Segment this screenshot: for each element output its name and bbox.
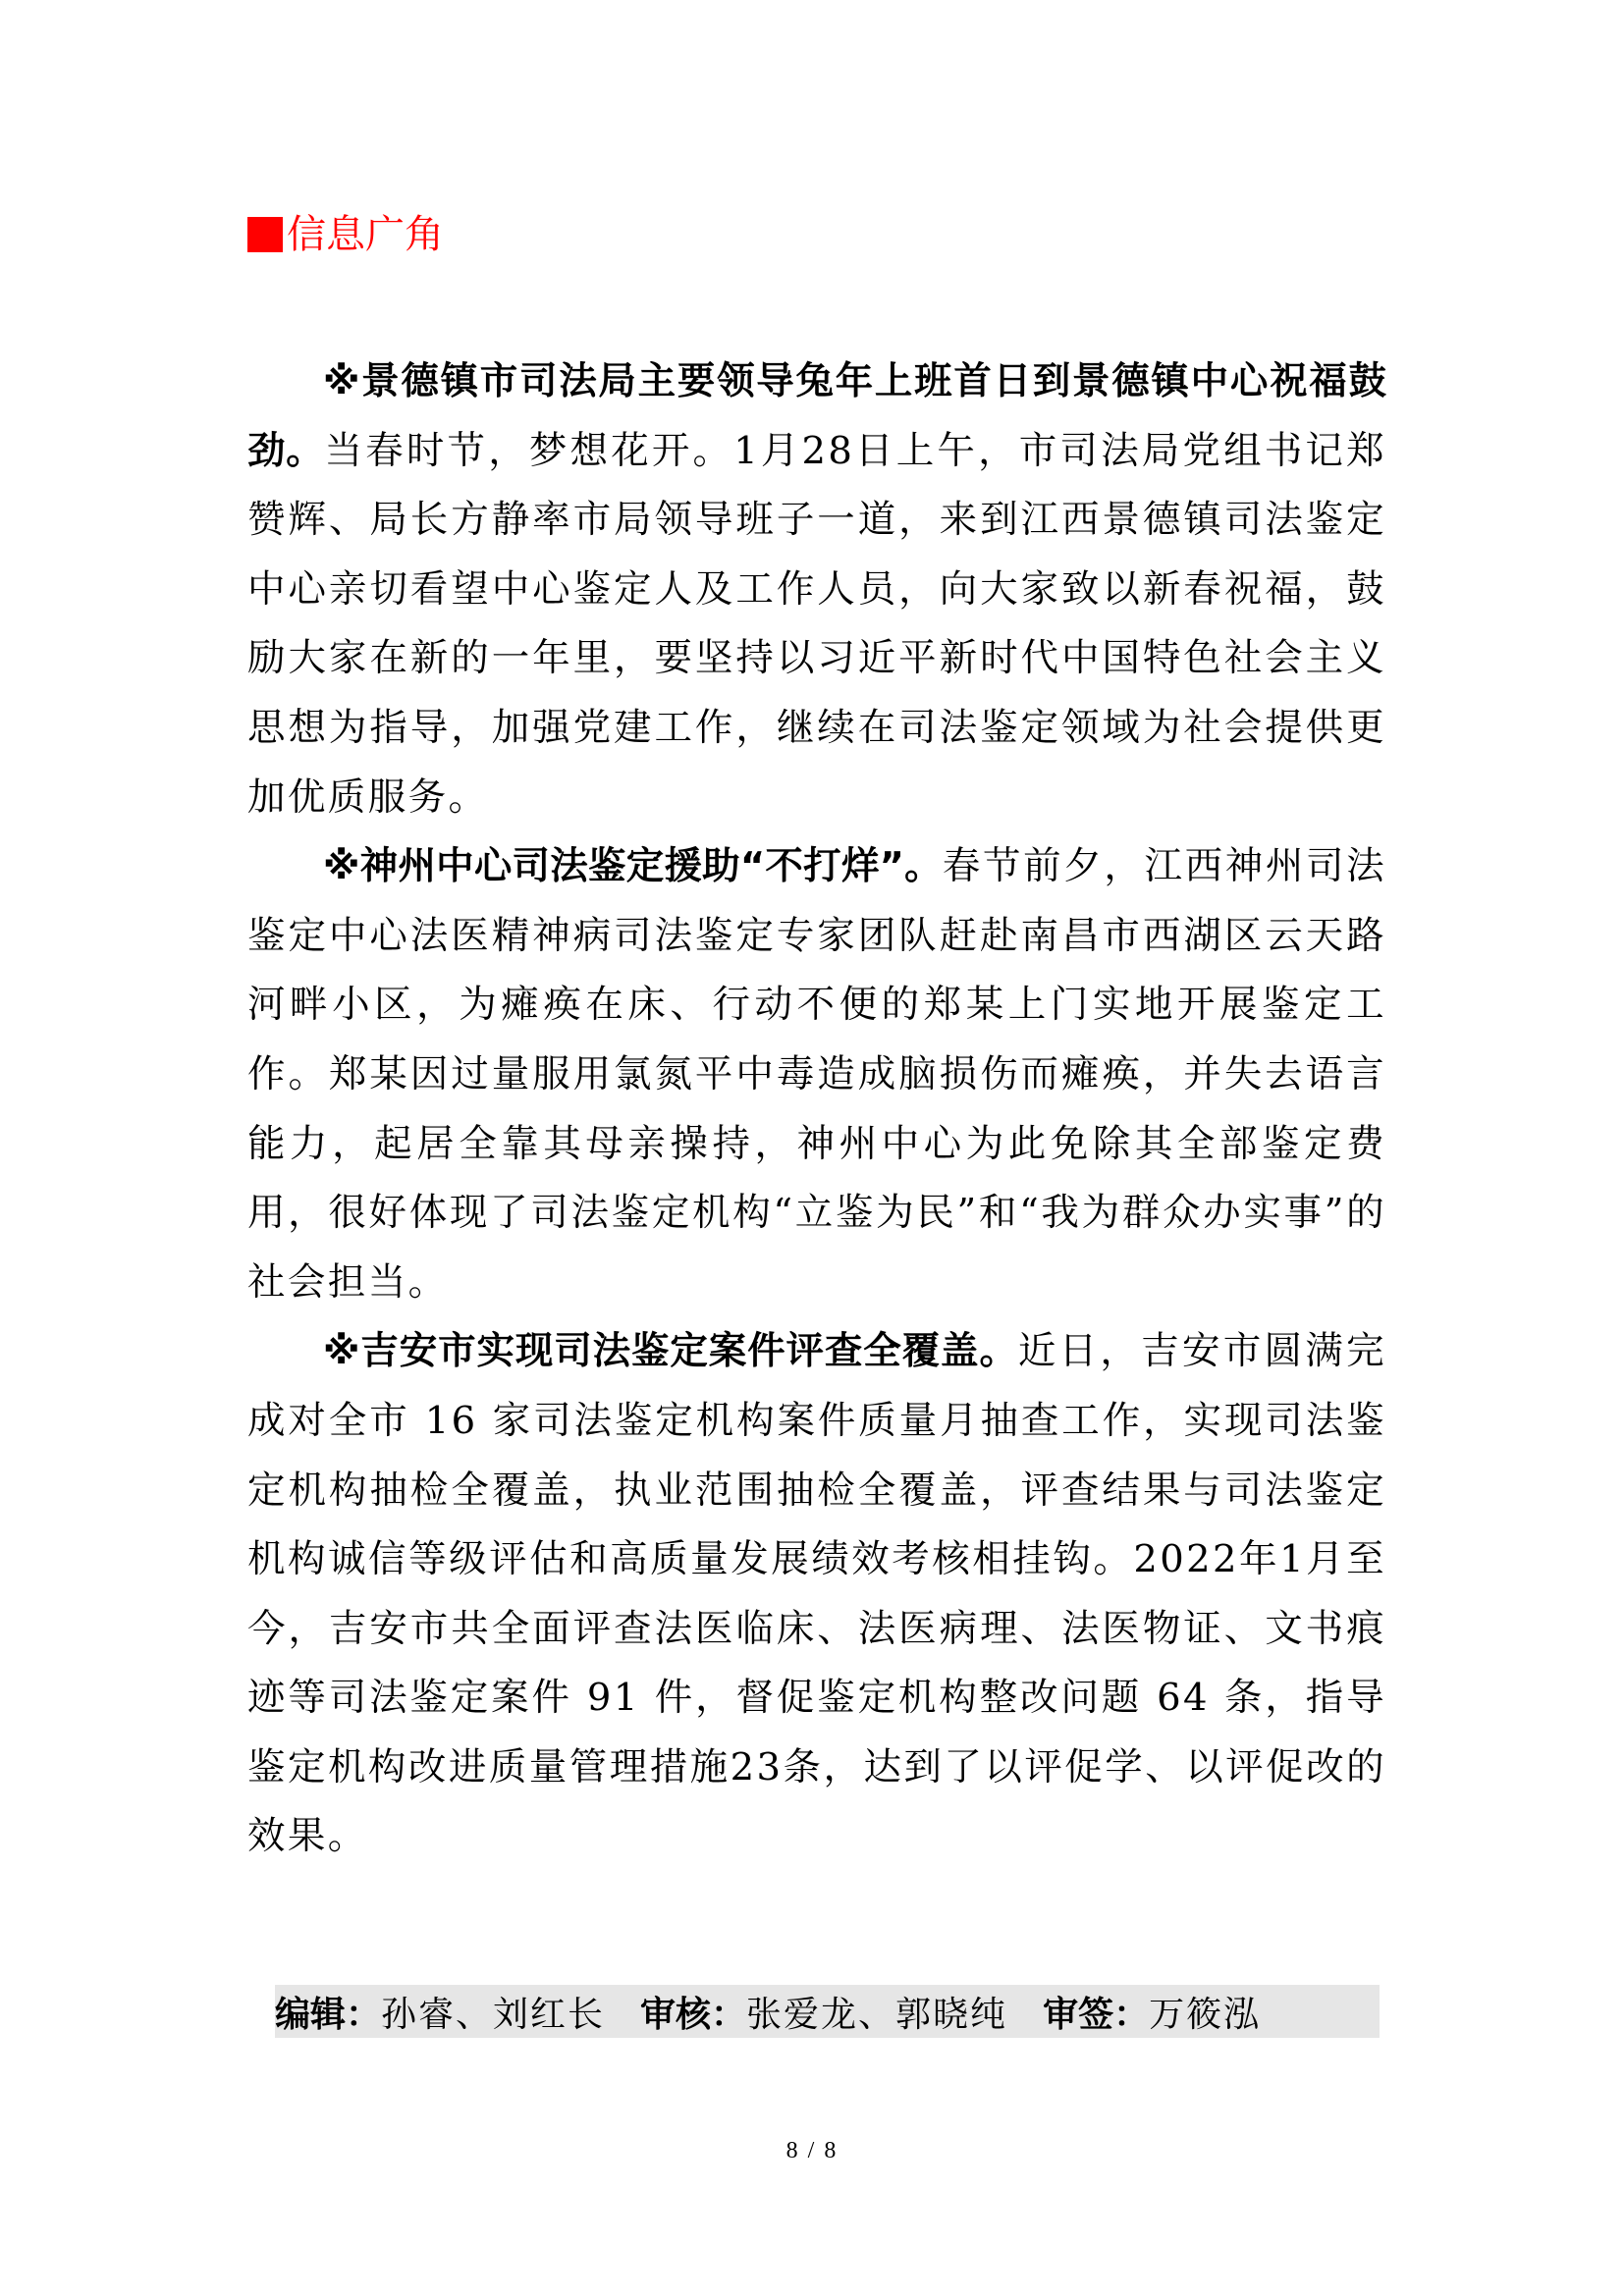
news-item-headline: ※吉安市实现司法鉴定案件评查全覆盖。	[323, 1329, 1018, 1374]
news-item-text: 近日，吉安市圆满完成对全市 16 家司法鉴定机构案件质量月抽查工作，实现司法鉴定机构抽检全覆盖，执业范围抽检全覆盖，评查结果与司法鉴定机构诚信等级评估和高质量发展绩效考核相挂钩。2022年1月至今，吉安市共全面评查法医临床、法医病理、法医物证、文书痕迹等司法鉴定案件 91 件，督促鉴定机构整改问题 64 条，指导鉴定机构改进质量管理措施23条，达到了以评促学、以评促改的效果。	[247, 1329, 1386, 1859]
editorial-credits-bar	[275, 1985, 1380, 2038]
editor-names: 孙睿、刘红长	[381, 1994, 606, 2035]
news-item-text: 当春时节，梦想花开。1月28日上午，市司法局党组书记郑赞辉、局长方静率市局领导班子一道，来到江西景德镇司法鉴定中心亲切看望中心鉴定人及工作人员，向大家致以新春祝福，鼓励大家在新的一年里，要坚持以习近平新时代中国特色社会主义思想为指导，加强党建工作，继续在司法鉴定领域为社会提供更加优质服务。	[247, 428, 1386, 820]
reviewer-names: 张爱龙、郭晓纯	[746, 1994, 1008, 2035]
news-item-headline: ※神州中心司法鉴定援助“不打烊”。	[323, 844, 943, 889]
page-number: 8 / 8	[785, 2138, 839, 2163]
reviewer-label: 审核：	[640, 1994, 747, 2035]
editor-label: 编辑：	[275, 1994, 382, 2035]
section-title: 信息广角	[287, 212, 444, 257]
article-body	[247, 347, 1386, 1872]
news-item-shenzhou	[247, 832, 1386, 1317]
approver-label: 审签：	[1043, 1994, 1150, 2035]
red-square-bullet-icon	[247, 217, 283, 252]
news-item-text: 春节前夕，江西神州司法鉴定中心法医精神病司法鉴定专家团队赶赴南昌市西湖区云天路河畔小区，为瘫痪在床、行动不便的郑某上门实地开展鉴定工作。郑某因过量服用氯氮平中毒造成脑损伤而瘫痪，并失去语言能力，起居全靠其母亲操持，神州中心为此免除其全部鉴定费用，很好体现了司法鉴定机构“立鉴为民”和“我为群众办实事”的社会担当。	[247, 844, 1386, 1305]
news-item-jian	[247, 1317, 1386, 1872]
approver-names: 万筱泓	[1149, 1994, 1262, 2035]
news-item-headline: ※景德镇市司法局主要领导兔年上班首日到景德镇中心祝福鼓劲。	[247, 359, 1386, 473]
section-header	[247, 210, 444, 259]
news-item-jingdezhen	[247, 347, 1386, 832]
